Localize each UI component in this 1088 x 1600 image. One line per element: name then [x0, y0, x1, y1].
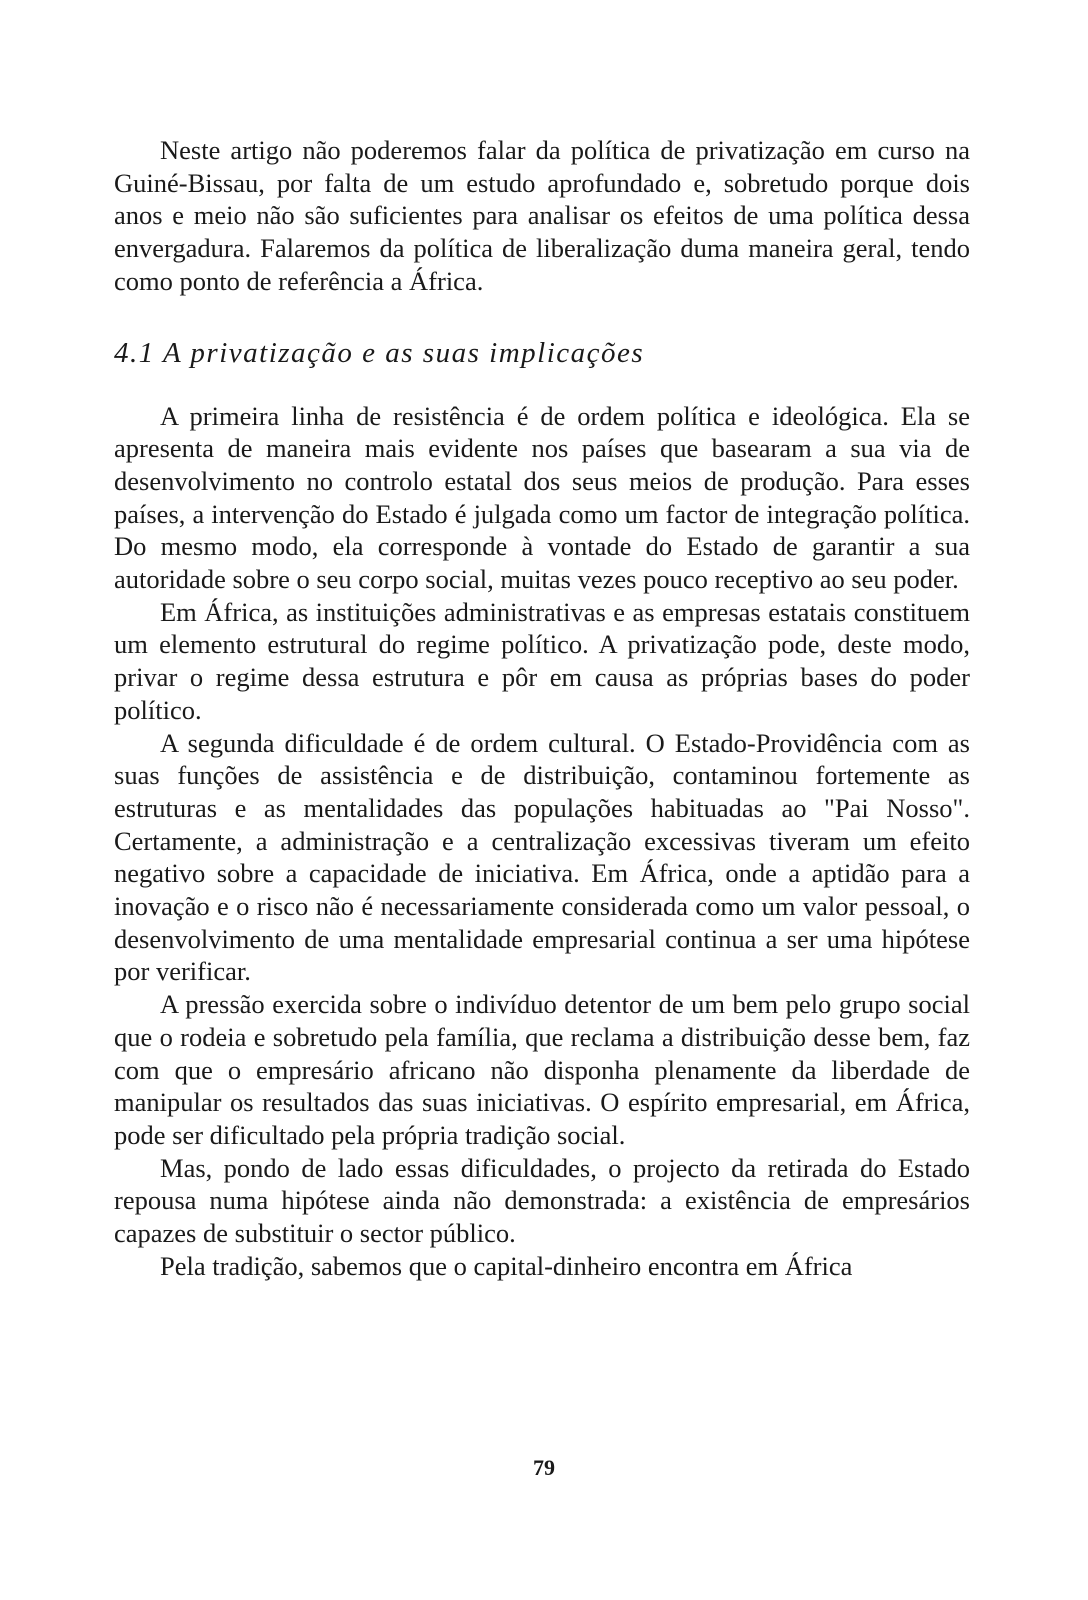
paragraph: A segunda dificuldade é de ordem cultural. O Estado-Providência com as suas funções de assistência e de distribuição, contaminou fortemente as estruturas e as mentalidades das populações habituadas ao "Pai Nosso". Certamente, a administração e a centralização excessivas tiveram um efeito negativo sobre a capacidade de iniciativa. Em África, onde a aptidão para a inovação e o risco não é necessariamente considerada como um valor pessoal, o desenvolvimento de uma mentalidade empresarial continua a ser uma hipótese por verificar.: [114, 727, 970, 987]
paragraph: Em África, as instituições administrativas e as empresas estatais constituem um elemento estrutural do regime político. A privatização pode, deste modo, privar o regime dessa estrutura e pôr em causa as próprias bases do poder político.: [114, 596, 970, 725]
paragraph: A primeira linha de resistência é de ordem política e ideológica. Ela se apresenta de maneira mais evidente nos países que basearam a sua via de desenvolvimento no controlo estatal dos seus meios de produção. Para esses países, a intervenção do Estado é julgada como um factor de integração política. Do mesmo modo, ela corresponde à vontade do Estado de garantir a sua autoridade sobre o seu corpo social, muitas vezes pouco receptivo ao seu poder.: [114, 400, 970, 595]
paragraph: Pela tradição, sabemos que o capital-dinheiro encontra em África: [160, 1250, 853, 1281]
page-number: 79: [533, 1455, 555, 1480]
section-heading: 4.1 A privatização e as suas implicações: [114, 336, 645, 369]
paragraph: Mas, pondo de lado essas dificuldades, o projecto da retirada do Estado repousa numa hipótese ainda não demonstrada: a existência de empresários capazes de substituir o sector público.: [114, 1152, 970, 1249]
body-text: [114, 134, 970, 1283]
intro-paragraph: Neste artigo não poderemos falar da política de privatização em curso na Guiné-Bissau, por falta de um estudo aprofundado e, sobretudo porque dois anos e meio não são suficientes para analisar os efeitos de uma política dessa envergadura. Falaremos da política de liberalização duma maneira geral, tendo como ponto de referência a África.: [114, 135, 970, 296]
paragraph: A pressão exercida sobre o indivíduo detentor de um bem pelo grupo social que o rodeia e sobretudo pela família, que reclama a distribuição desse bem, faz com que o empresário africano não disponha plenamente da liberdade de manipular os resultados das suas iniciativas. O espírito empresarial, em África, pode ser dificultado pela própria tradição social.: [114, 989, 970, 1150]
